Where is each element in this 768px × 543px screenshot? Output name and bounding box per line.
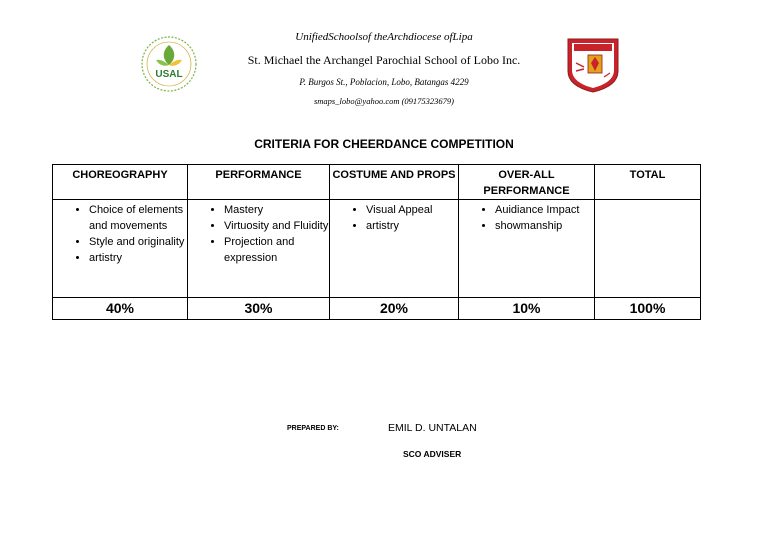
criteria-item: • Style and originality bbox=[89, 234, 187, 250]
criteria-item: • showmanship bbox=[495, 218, 594, 234]
column-header: CHOREOGRAPHY bbox=[53, 165, 188, 200]
percent-cell: 100% bbox=[595, 298, 701, 320]
header-school-name: St. Michael the Archangel Parochial School of Lobo Inc. bbox=[247, 53, 521, 67]
column-header: PERFORMANCE bbox=[188, 165, 330, 200]
column-header: TOTAL bbox=[595, 165, 701, 200]
table-criteria-row bbox=[53, 200, 701, 298]
criteria-item: • Choice of elements and movements bbox=[89, 202, 187, 234]
prepared-by-label: PREPARED BY: bbox=[287, 425, 339, 432]
table-header-row bbox=[53, 165, 701, 200]
header-archdiocese-line: UnifiedSchoolsof theArchdiocese ofLipa bbox=[295, 31, 473, 43]
document-title: CRITERIA FOR CHEERDANCE COMPETITION bbox=[254, 137, 514, 151]
header-address: P. Burgos St., Poblacion, Lobo, Batangas 4229 bbox=[299, 77, 469, 87]
column-header: OVER-ALL PERFORMANCE bbox=[459, 165, 595, 200]
criteria-item: • Visual Appeal bbox=[366, 202, 458, 218]
table-percent-row bbox=[53, 298, 701, 320]
criteria-item: • artistry bbox=[89, 250, 187, 266]
header-contact: smaps_lobo@yahoo.com (09175323679) bbox=[313, 96, 455, 106]
percent-cell: 10% bbox=[459, 298, 595, 320]
criteria-cell bbox=[188, 200, 330, 298]
criteria-cell bbox=[330, 200, 459, 298]
criteria-item: • Mastery bbox=[224, 202, 329, 218]
percent-cell: 40% bbox=[53, 298, 188, 320]
criteria-cell bbox=[595, 200, 701, 298]
criteria-item: • Auidiance Impact bbox=[495, 202, 594, 218]
criteria-item: • artistry bbox=[366, 218, 458, 234]
criteria-table bbox=[52, 164, 701, 320]
percent-cell: 20% bbox=[330, 298, 459, 320]
usal-logo-text: USAL bbox=[155, 69, 183, 80]
preparer-name: EMIL D. UNTALAN bbox=[388, 422, 477, 434]
criteria-cell bbox=[53, 200, 188, 298]
criteria-item: • Virtuosity and Fluidity bbox=[224, 218, 329, 234]
preparer-role: SCO ADVISER bbox=[403, 449, 462, 459]
column-header: COSTUME AND PROPS bbox=[330, 165, 459, 200]
percent-cell: 30% bbox=[188, 298, 330, 320]
criteria-item: • Projection and expression bbox=[224, 234, 329, 266]
criteria-cell bbox=[459, 200, 595, 298]
